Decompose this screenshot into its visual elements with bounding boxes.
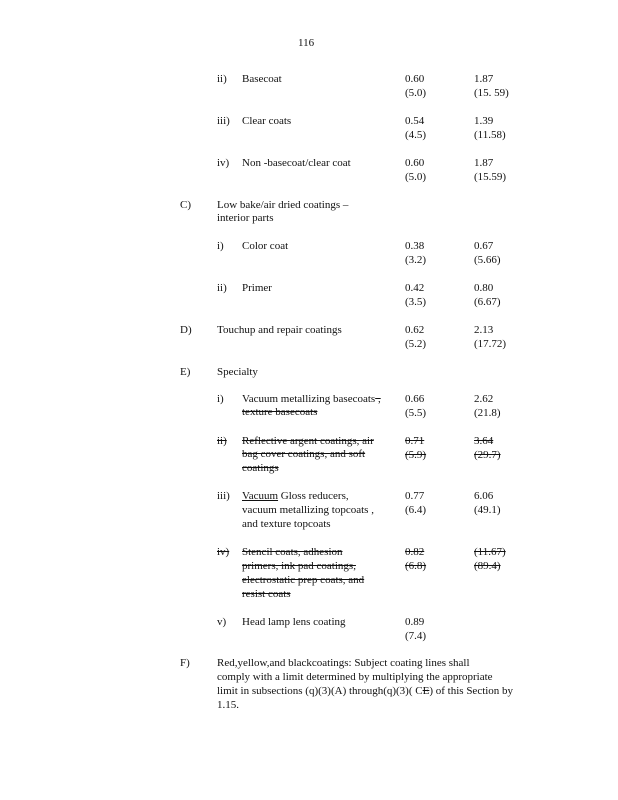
value-1-paren: (5.0) [405, 171, 427, 183]
value-1-paren: (6.8) [405, 560, 427, 572]
item-label: Color coat [242, 240, 289, 252]
paragraph-line: 1.15. [217, 699, 239, 711]
section-title: Low bake/air dried coatings – [217, 199, 349, 211]
value-1: 0.60 [405, 73, 425, 85]
deleted-text: texture basecoats [242, 406, 318, 418]
value-2: 2.13 [474, 324, 494, 336]
value-2: 1.87 [474, 157, 494, 169]
section-letter: C) [180, 199, 191, 211]
value-2: 0.80 [474, 282, 494, 294]
item-number: iii) [217, 115, 230, 127]
item-number: ii) [217, 282, 227, 294]
value-2-paren: (6.67) [474, 296, 501, 308]
paragraph-text: ) of this Section by [429, 685, 514, 697]
value-2-paren: (11.58) [474, 129, 506, 141]
value-1-paren: (6.4) [405, 504, 427, 516]
value-1-paren: (3.5) [405, 296, 427, 308]
value-1: 0.66 [405, 393, 425, 405]
value-2-paren: (5.66) [474, 254, 501, 266]
item-label: Touchup and repair coatings [217, 324, 342, 336]
item-number: i) [217, 393, 224, 405]
item-label: Clear coats [242, 115, 292, 127]
value-2-paren: (21.8) [474, 407, 501, 419]
value-2: (11.67) [474, 546, 506, 558]
value-2-paren: (89.4) [474, 560, 501, 572]
value-1: 0.38 [405, 240, 425, 252]
paragraph-line: comply with a limit determined by multiplying the appropriate [217, 671, 493, 683]
section-letter: F) [180, 657, 190, 669]
value-1-paren: (5.0) [405, 87, 427, 99]
item-label: Stencil coats, adhesion [242, 546, 343, 558]
item-label: Basecoat [242, 73, 282, 85]
item-label-cont: resist coats [242, 588, 291, 600]
section-letter: E) [180, 366, 191, 378]
value-1-paren: (3.2) [405, 254, 427, 266]
value-2: 1.87 [474, 73, 494, 85]
value-2-paren: (29.7) [474, 449, 501, 461]
deleted-text: , [375, 393, 381, 405]
value-1-paren: (5.9) [405, 449, 427, 461]
section-letter: D) [180, 324, 192, 336]
inserted-text: Vacuum [242, 490, 279, 502]
item-label [242, 490, 349, 503]
item-label-cont: electrostatic prep coats, and [242, 574, 365, 586]
value-1: 0.60 [405, 157, 425, 169]
value-1: 0.62 [405, 324, 425, 336]
item-label-cont: primers, ink pad coatings, [242, 560, 356, 572]
item-number: i) [217, 240, 224, 252]
item-label-text: Vacuum metallizing basecoats [242, 393, 376, 405]
value-2-paren: (17.72) [474, 338, 507, 350]
value-1: 0.42 [405, 282, 425, 294]
item-number: ii) [217, 73, 227, 85]
value-2: 2.62 [474, 393, 494, 405]
section-title: Specialty [217, 366, 258, 378]
deleted-text: E [422, 685, 430, 697]
value-2: 3.64 [474, 435, 494, 447]
item-label: Head lamp lens coating [242, 616, 346, 628]
value-2-paren: (15.59) [474, 171, 507, 183]
item-number: iv) [217, 546, 230, 558]
section-title-cont: interior parts [217, 212, 274, 224]
paragraph-text: limit in subsections (q)(3)(A) through(q)(3)( C [217, 685, 423, 697]
value-2: 1.39 [474, 115, 494, 127]
value-1: 0.71 [405, 435, 425, 447]
value-1: 0.54 [405, 115, 425, 127]
item-label [242, 393, 381, 406]
item-number: ii) [217, 435, 227, 447]
item-label-text: Gloss reducers, [278, 490, 349, 502]
item-number: v) [217, 616, 227, 628]
item-label-cont: bag cover coatings, and soft [242, 448, 366, 460]
value-2: 6.06 [474, 490, 494, 502]
page-number: 116 [298, 37, 315, 49]
value-2-paren: (49.1) [474, 504, 501, 516]
item-label: Non -basecoat/clear coat [242, 157, 351, 169]
item-number: iii) [217, 490, 230, 502]
value-2: 0.67 [474, 240, 494, 252]
value-1: 0.82 [405, 546, 425, 558]
item-label: Reflective argent coatings, air [242, 435, 374, 447]
value-1-paren: (4.5) [405, 129, 427, 141]
value-1-paren: (5.5) [405, 407, 427, 419]
item-number: iv) [217, 157, 230, 169]
value-1-paren: (7.4) [405, 630, 427, 642]
value-2-paren: (15. 59) [474, 87, 509, 99]
value-1: 0.77 [405, 490, 425, 502]
item-label-cont: and texture topcoats [242, 518, 331, 530]
item-label-cont: coatings [242, 462, 279, 474]
value-1-paren: (5.2) [405, 338, 427, 350]
paragraph-line [217, 685, 513, 698]
item-label: Primer [242, 282, 272, 294]
item-label-cont: vacuum metallizing topcoats , [242, 504, 374, 516]
value-1: 0.89 [405, 616, 425, 628]
paragraph-line: Red,yellow,and blackcoatings: Subject coating lines shall [217, 657, 470, 669]
